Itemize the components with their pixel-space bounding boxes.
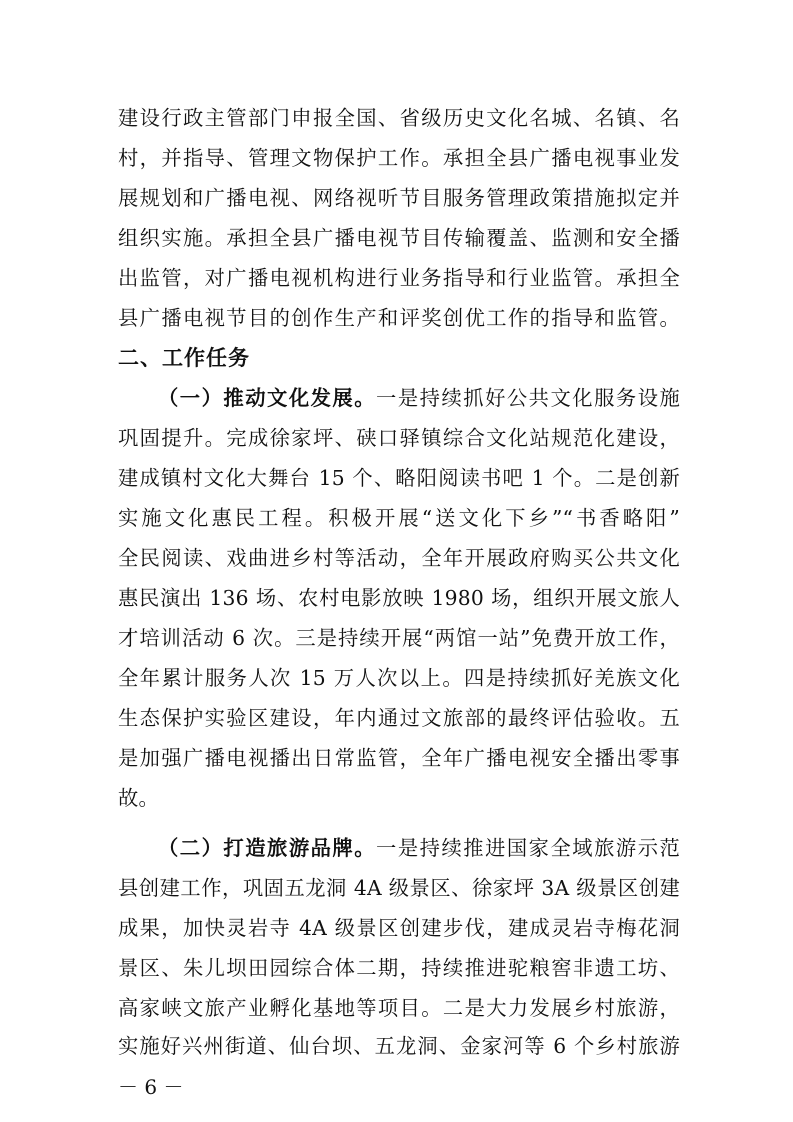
- paragraph-lead: （一）推动文化发展。: [158, 386, 377, 410]
- page-number: － 6 －: [118, 1075, 184, 1099]
- paragraph-first-line: [158, 828, 680, 868]
- body-line: 才培训活动 6 次。三是持续开展“两馆一站”免费开放工作，: [118, 626, 680, 650]
- body-line: 生态保护实验区建设，年内通过文旅部的最终评估验收。五: [118, 706, 680, 730]
- body-line: 实施文化惠民工程。积极开展“送文化下乡”“书香略阳”: [118, 506, 680, 530]
- paragraph-text: 一是持续抓好公共文化服务设施: [376, 386, 680, 410]
- body-line: 故。: [118, 786, 159, 810]
- body-line: 实施好兴州街道、仙台坝、五龙洞、金家河等 6 个乡村旅游: [118, 1034, 680, 1058]
- body-line: 县创建工作，巩固五龙洞 4A 级景区、徐家坪 3A 级景区创建: [118, 876, 680, 900]
- body-line: 是加强广播电视播出日常监管，全年广播电视安全播出零事: [118, 746, 680, 770]
- body-line: 出监管，对广播电视机构进行业务指导和行业监管。承担全: [118, 266, 680, 290]
- body-line: 巩固提升。完成徐家坪、硖口驿镇综合文化站规范化建设，: [118, 426, 680, 450]
- body-line: 全年累计服务人次 15 万人次以上。四是持续抓好羌族文化: [118, 666, 680, 690]
- body-line: 惠民演出 136 场、农村电影放映 1980 场，组织开展文旅人: [118, 586, 680, 610]
- body-line: 组织实施。承担全县广播电视节目传输覆盖、监测和安全播: [118, 226, 680, 250]
- body-line: 景区、朱儿坝田园综合体二期，持续推进驼粮窖非遗工坊、: [118, 956, 680, 980]
- body-line: 建设行政主管部门申报全国、省级历史文化名城、名镇、名: [118, 106, 680, 130]
- body-line: 成果，加快灵岩寺 4A 级景区创建步伐，建成灵岩寺梅花洞: [118, 916, 680, 940]
- body-line: 村，并指导、管理文物保护工作。承担全县广播电视事业发: [118, 146, 680, 170]
- paragraph-text: 一是持续推进国家全域旅游示范: [376, 836, 680, 860]
- body-line: 展规划和广播电视、网络视听节目服务管理政策措施拟定并: [118, 186, 680, 210]
- paragraph-first-line: [158, 378, 680, 418]
- body-line: 县广播电视节目的创作生产和评奖创优工作的指导和监管。: [118, 306, 680, 330]
- body-line: 全民阅读、戏曲进乡村等活动，全年开展政府购买公共文化: [118, 546, 680, 570]
- body-line: 建成镇村文化大舞台 15 个、略阳阅读书吧 1 个。二是创新: [118, 466, 680, 490]
- body-line: 高家峡文旅产业孵化基地等项目。二是大力发展乡村旅游，: [118, 996, 680, 1020]
- section-heading: 二、工作任务: [118, 346, 250, 370]
- paragraph-lead: （二）打造旅游品牌。: [158, 836, 377, 860]
